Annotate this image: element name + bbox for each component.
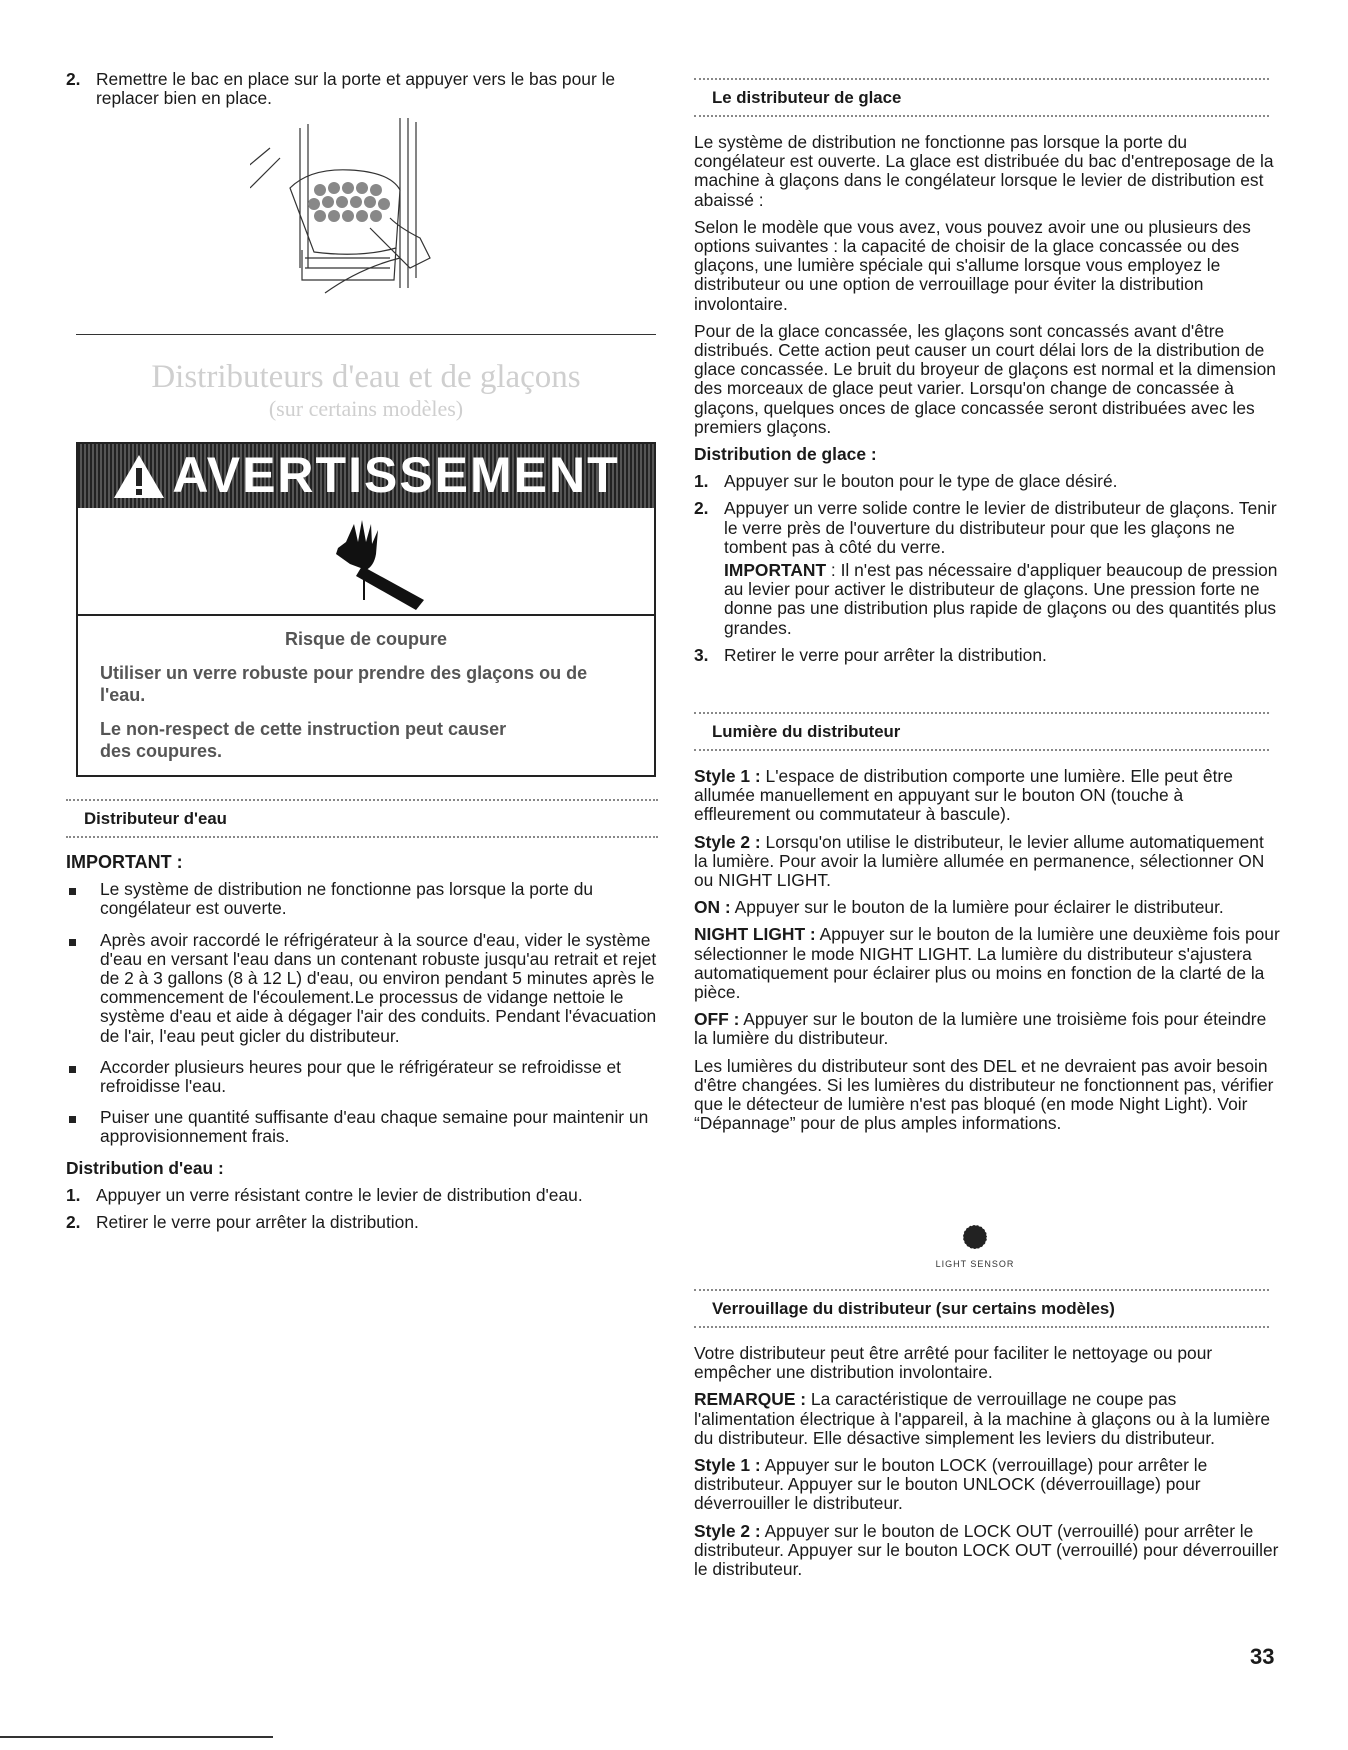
- warning-content: [78, 614, 654, 775]
- heading-text: Distributeur d'eau: [84, 809, 227, 828]
- important-text: : Il n'est pas nécessaire d'appliquer beaucoup de pression au levier pour activer le distributeur de glaçons. Une pression forte ne donne pas une distribution plus rapide de glaçons ou des quantités plus grandes.: [724, 560, 1278, 638]
- step-item: 3. Retirer le verre pour arrêter la distribution.: [694, 644, 1047, 665]
- warning-line-1: Utiliser un verre robuste pour prendre des glaçons ou de l'eau.: [100, 663, 588, 705]
- warning-line-2: Le non-respect de cette instruction peut causer des coupures.: [100, 719, 507, 761]
- cut-hazard-icon: [316, 514, 426, 610]
- paragraph: REMARQUE : La caractéristique de verrouillage ne coupe pas l'alimentation électrique à l'appareil, à la machine à glaçons ou à la lumière du distributeur. Elle désactive simplement les leviers du distributeur.: [694, 1389, 1271, 1448]
- step-item: 1. Appuyer un verre résistant contre le levier de distribution d'eau.: [66, 1184, 583, 1205]
- warning-triangle-icon: [112, 452, 166, 500]
- paragraph: Style 2 : Lorsqu'on utilise le distributeur, le levier allume automatiquement la lumière. Pour avoir la lumière allumée en permanence, sélectionner ON ou NIGHT LIGHT.: [694, 831, 1265, 891]
- section-title: Distributeurs d'eau et de glaçons: [151, 359, 581, 395]
- warning-header: [78, 444, 654, 508]
- paragraph: ON : Appuyer sur le bouton de la lumière pour éclairer le distributeur.: [694, 897, 1224, 918]
- ice-dist-label: Distribution de glace :: [694, 444, 877, 465]
- step-item: 1. Appuyer sur le bouton pour le type de glace désiré.: [694, 471, 1118, 492]
- light-section: [694, 767, 1282, 1141]
- ice-dispenser-heading: [694, 78, 1269, 117]
- step-reinstall-bin: [66, 70, 658, 108]
- ice-section: [694, 133, 1282, 673]
- important-label: IMPORTANT :: [66, 852, 183, 872]
- paragraph: Selon le modèle que vous avez, vous pouvez avoir une ou plusieurs des options suivantes : la capacité de choisir de la glace concassée ou des glaçons, une lumière spéciale qui s'allume lorsque vous employez le distributeur ou une option de verrouillage pour éviter la distribution involontaire.: [694, 216, 1251, 314]
- step-item: 2. Appuyer un verre solide contre le levier de distributeur de glaçons. Tenir le verre près de l'ouverture du distributeur pour que les glaçons ne tombent pas à côté du verre.: [694, 498, 1277, 557]
- paragraph: Le système de distribution ne fonctionne pas lorsque la porte du congélateur est ouverte. La glace est distribuée du bac d'entreposage de la machine à glaçons dans le congélateur lorsque le levier de distribution est abaissé :: [694, 132, 1274, 210]
- ice-bin-illustration: [250, 118, 460, 296]
- list-item: Accorder plusieurs heures pour que le réfrigérateur se refroidisse et refroidisse l'eau.: [66, 1058, 658, 1096]
- list-item: Puiser une quantité suffisante d'eau chaque semaine pour maintenir un approvisionnement frais.: [66, 1108, 658, 1146]
- sensor-dot-icon: [930, 1220, 1020, 1254]
- section-divider: [76, 334, 656, 335]
- step-number: 2.: [66, 69, 81, 89]
- light-sensor-icon: [930, 1220, 1020, 1280]
- step-text: Remettre le bac en place sur la porte et appuyer vers le bas pour le replacer bien en place.: [96, 69, 616, 109]
- warning-risk: Risque de coupure: [284, 629, 448, 649]
- dispenser-lock-heading: [694, 1289, 1269, 1328]
- paragraph: Style 2 : Appuyer sur le bouton de LOCK OUT (verrouillé) pour arrêter le distributeur. Appuyer sur le bouton LOCK OUT (verrouillé) pour déverrouiller le distributeur.: [694, 1520, 1279, 1580]
- dispenser-light-heading: [694, 712, 1269, 751]
- warning-box: [76, 442, 656, 777]
- paragraph: OFF : Appuyer sur le bouton de la lumière une troisième fois pour éteindre la lumière du distributeur.: [694, 1009, 1267, 1049]
- lock-section: [694, 1344, 1282, 1587]
- paragraph: Pour de la glace concassée, les glaçons sont concassés avant d'être distribués. Cette action peut causer un court délai lors de la distribution de glace concassée. Le bruit du broyeur de glaçons est normal et la dimension des morceaux de glace peut varier. Lorsqu'on change de concassée à glaçons, quelques onces de glace concassée seront distribuées avec les premiers glaçons.: [694, 320, 1276, 437]
- important-label: IMPORTANT: [724, 560, 827, 581]
- step-item: 2. Retirer le verre pour arrêter la distribution.: [66, 1212, 419, 1233]
- heading-text: Lumière du distributeur: [712, 722, 901, 741]
- water-section: [66, 853, 658, 1240]
- paragraph: Les lumières du distributeur sont des DEL et ne devraient pas avoir besoin d'être changées. Si les lumières du distributeur ne fonctionnent pas, vérifier que le détecteur de lumière n'est pas bloqué (en mode Night Light). Voir “Dépannage” pour de plus amples informations.: [694, 1055, 1274, 1134]
- warning-title: AVERTISSEMENT: [172, 447, 620, 504]
- list-item: Après avoir raccordé le réfrigérateur à la source d'eau, vider le système d'eau en versant l'eau dans un contenant robuste jusqu'au retrait et rejet de 2 à 3 gallons (8 à 12 L) d'eau, ou environ pendant 5 minutes après le commencement de l'écoulement.Le processus de vidange nettoie le système d'eau et aide à dégager l'air des conduits. Pendant l'évacuation de l'air, l'eau peut gicler du distributeur.: [66, 931, 658, 1046]
- water-dispenser-heading: [66, 799, 658, 838]
- sensor-label: LIGHT SENSOR: [935, 1259, 1015, 1270]
- paragraph: Votre distributeur peut être arrêté pour faciliter le nettoyage ou pour empêcher une distribution involontaire.: [694, 1343, 1213, 1383]
- water-dist-label: Distribution d'eau :: [66, 1157, 224, 1178]
- paragraph: Style 1 : Appuyer sur le bouton LOCK (verrouillage) pour arrêter le distributeur. Appuyer sur le bouton UNLOCK (déverrouillage) pour déverrouiller le distributeur.: [694, 1455, 1208, 1514]
- page-number: 33: [1250, 1644, 1275, 1669]
- bottom-rule: [0, 1736, 273, 1738]
- section-subtitle: (sur certains modèles): [268, 396, 464, 421]
- paragraph: Style 1 : L'espace de distribution comporte une lumière. Elle peut être allumée manuellement en appuyant sur le bouton ON (touche à effleurement ou commutateur à bascule).: [694, 766, 1233, 825]
- heading-text: Verrouillage du distributeur (sur certains modèles): [712, 1299, 1115, 1318]
- heading-text: Le distributeur de glace: [712, 88, 902, 107]
- list-item: Le système de distribution ne fonctionne pas lorsque la porte du congélateur est ouverte.: [66, 880, 658, 918]
- paragraph: NIGHT LIGHT : Appuyer sur le bouton de la lumière une deuxième fois pour sélectionner le mode NIGHT LIGHT. La lumière du distributeur s'ajustera automatiquement pour éclairer plus ou moins en fonction de la clarté de la pièce.: [694, 924, 1280, 1003]
- important-note: [694, 561, 1282, 638]
